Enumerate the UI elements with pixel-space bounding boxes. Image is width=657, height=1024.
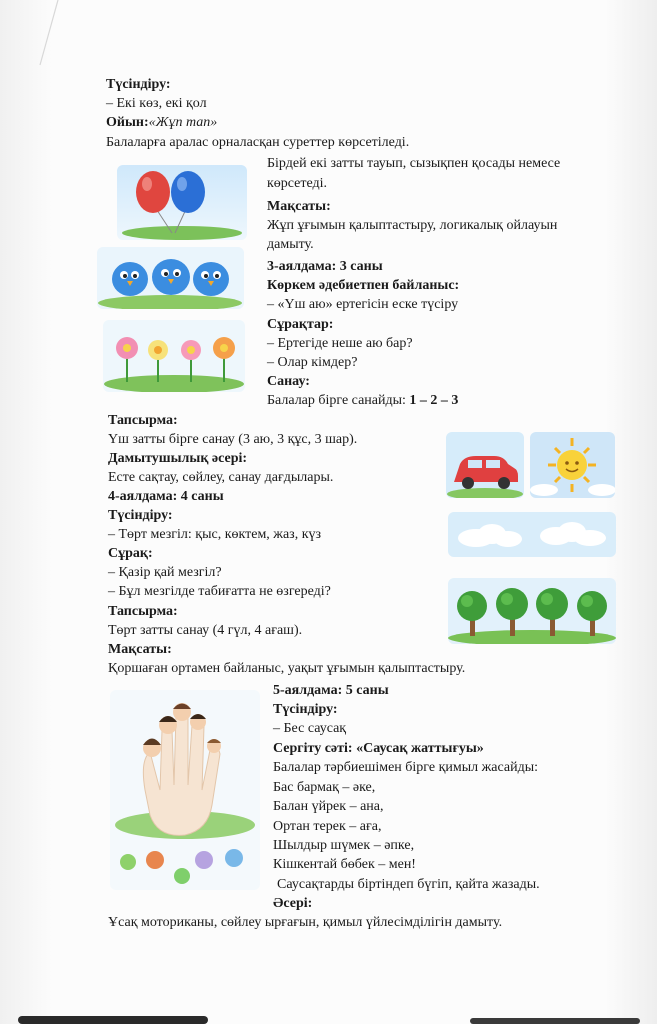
scan-edge-shadow <box>470 1018 640 1024</box>
text-line: Балалар тәрбиешімен бірге қимыл жасайды: <box>273 760 539 775</box>
text-line: дамыту. <box>267 237 314 252</box>
text-line: – Олар кімдер? <box>267 355 358 370</box>
text-line: – Ертегіде неше аю бар? <box>267 336 413 351</box>
heading-stop-4: 4-аялдама: 4 саны <box>108 489 224 504</box>
sun-icon <box>530 432 615 498</box>
text-line: көрсетеді. <box>267 176 328 191</box>
poem-line: Ортан терек – аға, <box>273 819 382 834</box>
clouds-icon <box>448 512 616 557</box>
text-line: – Қазір қай мезгіл? <box>108 565 222 580</box>
text-line: – Бес саусақ <box>273 721 347 736</box>
text-line: – Бұл мезгілде табиғатта не өзгереді? <box>108 584 331 599</box>
poem-line: Бас бармақ – әке, <box>273 780 376 795</box>
game-line <box>106 114 217 132</box>
game-label: Ойын: <box>106 115 149 130</box>
text-line: – «Үш аю» ертегісін еске түсіру <box>267 297 459 312</box>
page-corner-line <box>10 0 70 70</box>
text-line: Балаларға аралас орналасқан суреттер көрсетіледі. <box>106 135 410 150</box>
hand-icon <box>110 690 260 890</box>
text-line: Ұсақ моториканы, сөйлеу ырғағын, қимыл үйлесімділігін дамыту. <box>108 915 503 930</box>
flowers-icon <box>103 320 245 392</box>
text-line: Төрт затты санау (4 гүл, 4 ағаш). <box>108 623 303 638</box>
heading-explanation: Түсіндіру: <box>106 77 171 92</box>
heading-explanation: Түсіндіру: <box>108 508 173 523</box>
text-line: Жұп ұғымын қалыптастыру, логикалық ойлауын <box>267 218 558 233</box>
heading-goal: Мақсаты: <box>108 642 172 657</box>
heading-task: Тапсырма: <box>108 604 178 619</box>
counting-numbers: 1 – 2 – 3 <box>409 393 459 408</box>
text-line: Есте сақтау, сөйлеу, санау дағдылары. <box>108 470 334 485</box>
game-name: «Жұп тап» <box>148 115 218 130</box>
poem-line: Шылдыр шүмек – әпке, <box>273 838 415 853</box>
heading-literature: Көркем әдебиетпен байланыс: <box>267 278 460 293</box>
scan-edge-shadow <box>18 1016 208 1024</box>
car-icon <box>446 432 524 498</box>
balloons-icon <box>117 165 247 240</box>
heading-counting: Санау: <box>267 374 310 389</box>
heading-stop-3: 3-аялдама: 3 саны <box>267 259 383 274</box>
text-line: Саусақтарды біртіндеп бүгіп, қайта жазады. <box>277 877 540 892</box>
heading-explanation: Түсіндіру: <box>273 702 338 717</box>
counting-line <box>267 392 458 410</box>
text-line: Бірдей екі затты тауып, сызықпен қосады немесе <box>267 156 561 171</box>
heading-stop-5: 5-аялдама: 5 саны <box>273 683 389 698</box>
poem-line: Кішкентай бөбек – мен! <box>273 857 416 872</box>
text-line: Үш затты бірге санау (3 аю, 3 құс, 3 шар). <box>108 432 358 447</box>
text-line: Қоршаған ортамен байланыс, уақыт ұғымын қалыптастыру. <box>108 661 466 676</box>
heading-warmup: Сергіту сәті: «Саусақ жаттығуы» <box>273 741 484 756</box>
heading-question: Сұрақ: <box>108 546 153 561</box>
text-line: – Екі көз, екі қол <box>106 96 207 111</box>
heading-task: Тапсырма: <box>108 413 178 428</box>
heading-effect: Әсері: <box>273 896 313 911</box>
birds-icon <box>97 247 244 309</box>
heading-questions: Сұрақтар: <box>267 317 334 332</box>
counting-text: Балалар бірге санайды: <box>267 393 410 408</box>
poem-line: Балан үйрек – ана, <box>273 799 384 814</box>
heading-goal: Мақсаты: <box>267 199 331 214</box>
heading-development: Дамытушылық әсері: <box>108 451 248 466</box>
trees-icon <box>448 578 616 644</box>
text-line: – Төрт мезгіл: қыс, көктем, жаз, күз <box>108 527 322 542</box>
